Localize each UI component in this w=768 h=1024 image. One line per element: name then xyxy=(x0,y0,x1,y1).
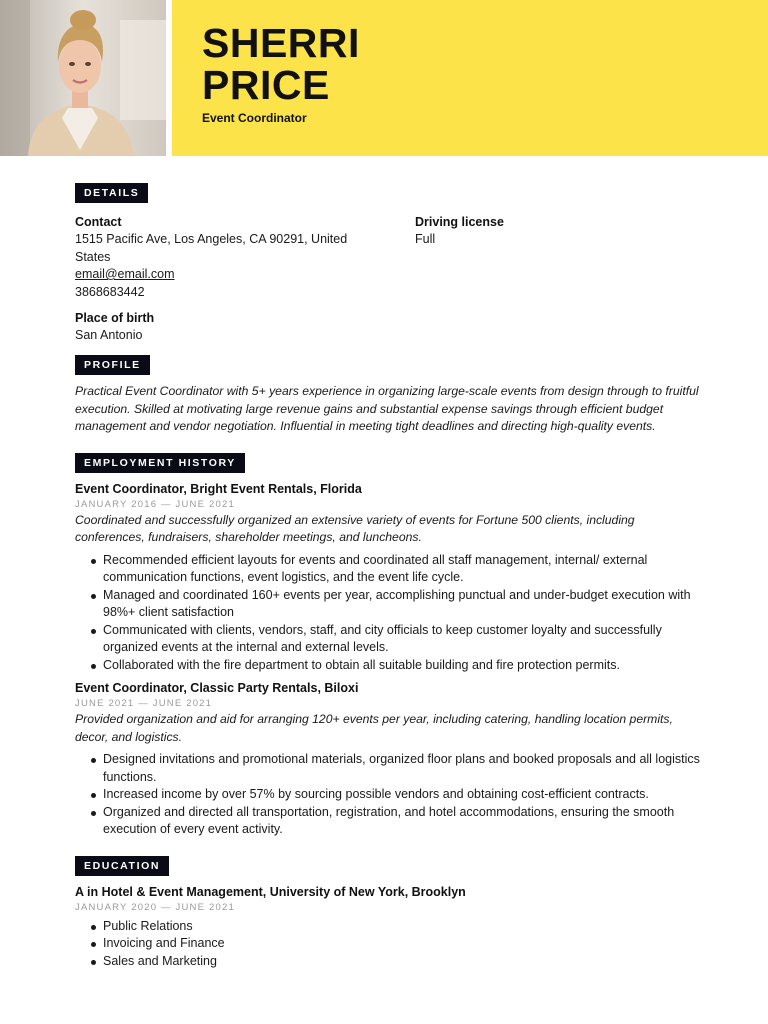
profile-text: Practical Event Coordinator with 5+ years experience in organizing large-scale events from design through to fruitful execution. Skilled at motivating large revenue gains and substantial expense savings through efficient budget management and vendor negotiation. Influential in meeting tight deadlines and directing high-quality events. xyxy=(75,384,699,433)
license-label: Driving license xyxy=(415,215,504,229)
email-link[interactable]: email@email.com xyxy=(75,267,175,281)
resume-body xyxy=(75,183,700,970)
name-banner xyxy=(172,0,768,156)
spacer xyxy=(75,301,375,309)
last-name: PRICE xyxy=(202,62,330,108)
resume-header xyxy=(0,0,768,156)
job-entry-summary: Provided organization and aid for arranging 120+ events per year, including catering, handling location permits, decor, and logistics. xyxy=(75,712,673,744)
bullet-item: Invoicing and Finance xyxy=(75,935,705,953)
details-right-column xyxy=(415,213,695,249)
birthplace-value: San Antonio xyxy=(75,328,143,342)
section-heading-profile: PROFILE xyxy=(75,355,150,375)
details-grid xyxy=(75,213,700,349)
bullet-item: Public Relations xyxy=(75,918,705,936)
candidate-name xyxy=(202,22,360,106)
job-entry-bullets xyxy=(75,552,705,675)
education-entry-title: A in Hotel & Event Management, University of New York, Brooklyn xyxy=(75,884,466,899)
job-entry xyxy=(75,481,700,675)
bullet-item: Recommended efficient layouts for events and coordinated all staff management, internal/ external communication functions, event logistics, and the event life cycle. xyxy=(75,552,705,587)
job-entry xyxy=(75,680,700,839)
education-entry xyxy=(75,884,700,971)
section-heading-employment: EMPLOYMENT HISTORY xyxy=(75,453,245,473)
contact-email xyxy=(75,266,375,284)
license-value: Full xyxy=(415,232,436,246)
bullet-item: Increased income by over 57% by sourcing possible vendors and obtaining cost-efficient contracts. xyxy=(75,786,705,804)
job-title: Event Coordinator xyxy=(202,111,307,125)
job-entry-title: Event Coordinator, Bright Event Rentals, Florida xyxy=(75,481,362,496)
bullet-item: Designed invitations and promotional materials, organized floor plans and booked proposals and all logistics functions. xyxy=(75,751,705,786)
profile-section xyxy=(75,355,700,436)
job-entry-summary: Coordinated and successfully organized an extensive variety of events for Fortune 500 clients, including conferences, fundraisers, shareholder meetings, and luncheons. xyxy=(75,512,635,544)
education-section xyxy=(75,856,700,971)
birthplace-label: Place of birth xyxy=(75,311,155,325)
bullet-item: Sales and Marketing xyxy=(75,953,705,971)
contact-address: 1515 Pacific Ave, Los Angeles, CA 90291, United States xyxy=(75,232,348,264)
first-name: SHERRI xyxy=(202,20,360,66)
job-entry-dates: JANUARY 2016 — JUNE 2021 xyxy=(75,498,235,510)
job-entry-dates: JUNE 2021 — JUNE 2021 xyxy=(75,698,213,709)
details-left-column xyxy=(75,213,375,345)
section-heading-details: DETAILS xyxy=(75,183,148,203)
contact-label: Contact xyxy=(75,215,122,229)
details-section xyxy=(75,183,700,349)
education-entry-dates: JANUARY 2020 — JUNE 2021 xyxy=(75,901,235,913)
bullet-item: Communicated with clients, vendors, staff, and city officials to keep customer loyalty and successfully organized events at the internal and external levels. xyxy=(75,622,705,657)
job-entry-bullets xyxy=(75,751,705,839)
bullet-item: Organized and directed all transportation, registration, and hotel accommodations, ensuring the smooth execution of every event activity. xyxy=(75,804,705,839)
contact-phone: 3868683442 xyxy=(75,284,145,299)
employment-section xyxy=(75,453,700,839)
education-entry-bullets xyxy=(75,918,705,971)
bullet-item: Managed and coordinated 160+ events per year, accomplishing punctual and under-budget execution with 98%+ client satisfaction xyxy=(75,587,705,622)
profile-photo xyxy=(0,0,166,156)
bullet-item: Collaborated with the fire department to obtain all suitable building and fire protection permits. xyxy=(75,657,705,675)
portrait-image xyxy=(0,0,166,156)
section-heading-education: EDUCATION xyxy=(75,856,169,876)
job-entry-title: Event Coordinator, Classic Party Rentals, Biloxi xyxy=(75,681,359,695)
